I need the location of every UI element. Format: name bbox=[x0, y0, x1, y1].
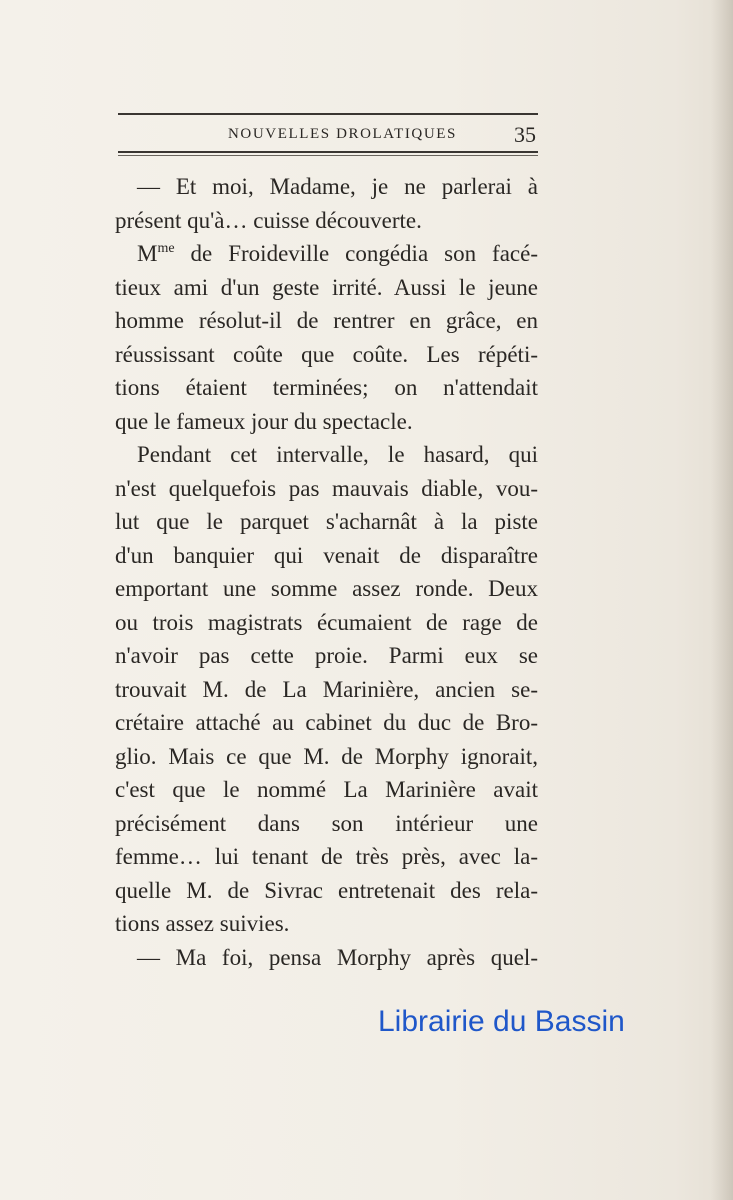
text-line: n'avoir pas cette proie. Parmi eux se bbox=[115, 643, 538, 668]
text-line: tieux ami d'un geste irrité. Aussi le jeune bbox=[115, 274, 538, 300]
text-line: précisément dans son intérieur une bbox=[115, 810, 538, 836]
text-line: quelle M. de Sivrac entretenait des rela- bbox=[115, 877, 538, 903]
abbrev-me-superscript: me bbox=[157, 241, 175, 256]
text-line: c'est que le nommé La Marinière avait bbox=[115, 777, 538, 802]
text-line-abbrev bbox=[115, 237, 538, 271]
text-line: que le fameux jour du spectacle. bbox=[115, 408, 413, 434]
text-line-rest: de Froideville congédia son facé- bbox=[190, 241, 539, 266]
running-title: NOUVELLES DROLATIQUES bbox=[228, 126, 458, 142]
text-line: homme résolut-il de rentrer en grâce, en bbox=[115, 308, 538, 333]
page-number: 35 bbox=[514, 122, 536, 147]
text-line: femme… lui tenant de très près, avec la- bbox=[115, 844, 538, 869]
text-line: lut que le parquet s'acharnât à la piste bbox=[115, 509, 538, 534]
text-line: emportant une somme assez ronde. Deux bbox=[115, 576, 538, 601]
running-head bbox=[118, 122, 538, 148]
text-line: ou trois magistrats écumaient de rage de bbox=[115, 609, 538, 635]
text-line: réussissant coûte que coûte. Les répéti- bbox=[115, 341, 538, 367]
text-line: Pendant cet intervalle, le hasard, qui bbox=[137, 442, 538, 467]
text-line: n'est quelquefois pas mauvais diable, vou- bbox=[115, 475, 538, 501]
abbrev-m: M bbox=[137, 241, 158, 266]
text-line: — Ma foi, pensa Morphy après quel- bbox=[137, 944, 538, 970]
page-edge-shadow bbox=[711, 0, 733, 1200]
text-line: tions assez suivies. bbox=[115, 911, 290, 936]
body-text bbox=[115, 170, 538, 974]
text-line: trouvait M. de La Marinière, ancien se- bbox=[115, 676, 538, 702]
text-line: d'un banquier qui venait de disparaître bbox=[115, 542, 538, 568]
text-line: — Et moi, Madame, je ne parlerai à bbox=[137, 174, 538, 199]
header-rule-bottom-thin bbox=[118, 155, 538, 156]
header-rule-top bbox=[118, 113, 538, 115]
text-line: crétaire attaché au cabinet du duc de Bro- bbox=[115, 710, 538, 735]
header-rule-bottom bbox=[118, 151, 538, 153]
text-line: glio. Mais ce que M. de Morphy ignorait, bbox=[115, 743, 538, 769]
text-line: présent qu'à… cuisse découverte. bbox=[115, 207, 422, 233]
watermark-text: Librairie du Bassin bbox=[378, 1005, 625, 1038]
text-line: tions étaient terminées; on n'attendait bbox=[115, 375, 538, 400]
